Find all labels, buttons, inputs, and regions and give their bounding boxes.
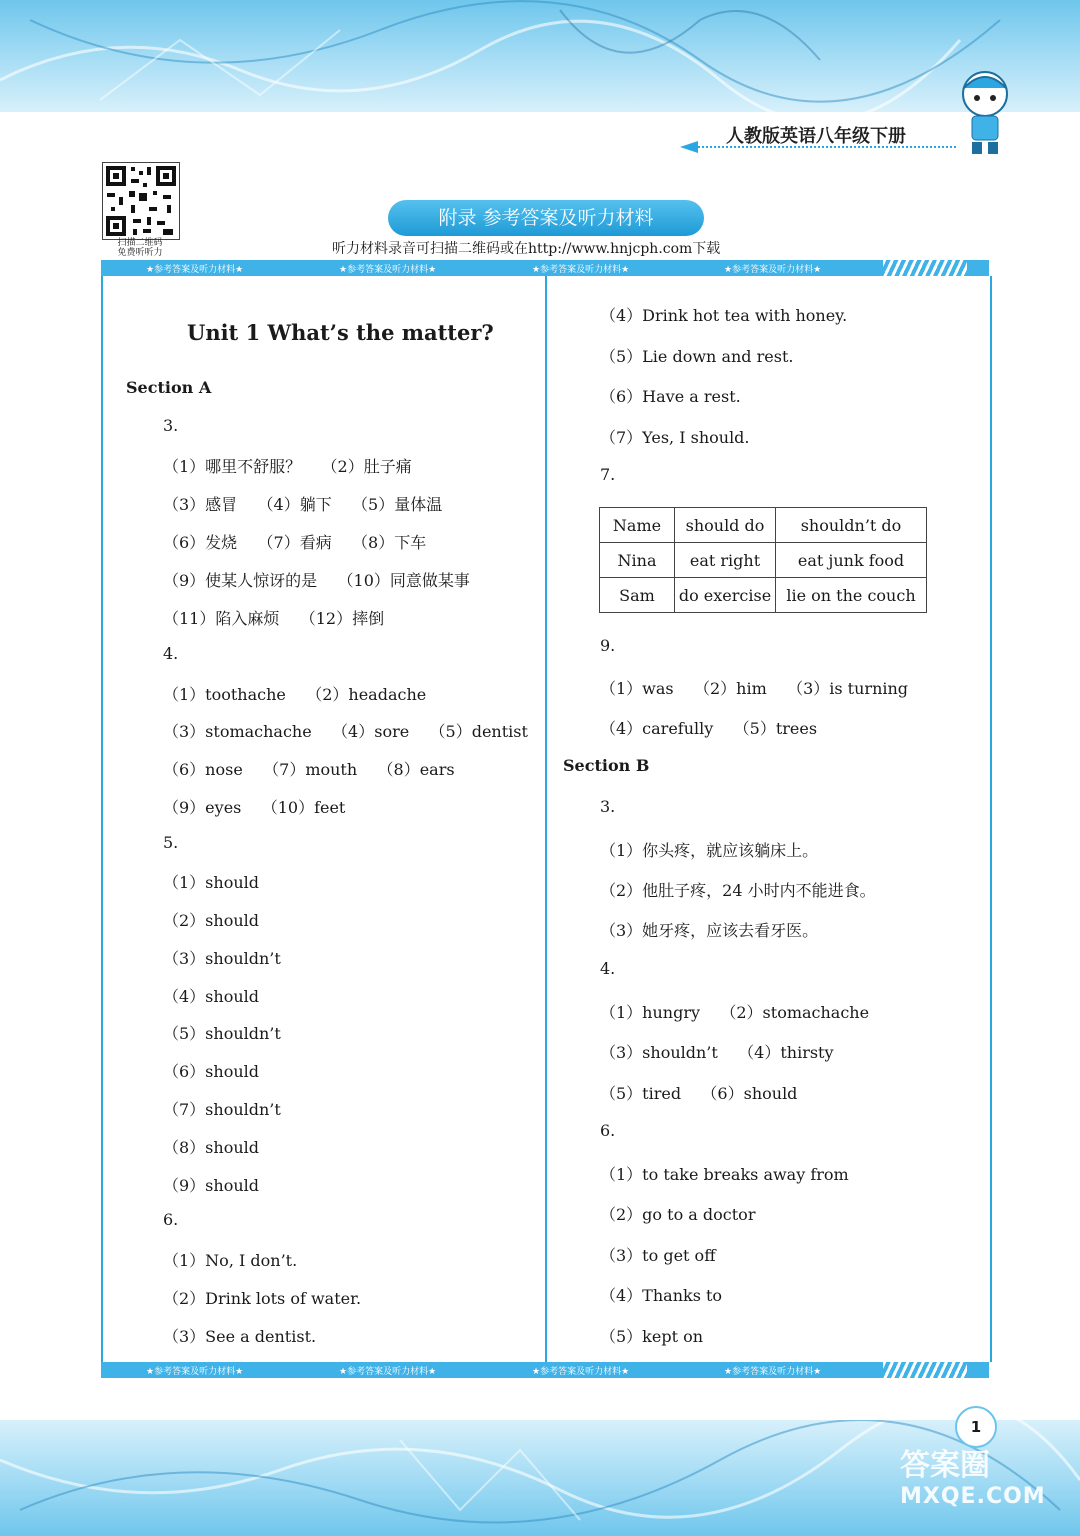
answer-line: 7. — [600, 465, 616, 484]
answer-line: （3）她牙疼，应该去看牙医。 — [600, 921, 819, 940]
table-cell: lie on the couch — [776, 578, 927, 613]
strip-label: ★参考答案及听力材料★ — [339, 1367, 437, 1377]
table-cell: Sam — [600, 578, 675, 613]
answer-line: 6. — [163, 1210, 179, 1229]
banner-scribble-art — [0, 0, 1080, 112]
table-header-cell: Name — [600, 508, 675, 543]
answer-line: （3）shouldn’t （4）thirsty — [600, 1043, 834, 1062]
answer-line: （6）nose （7）mouth （8）ears — [163, 760, 455, 779]
answer-line: （9）should — [163, 1176, 259, 1195]
answer-line: （11）陷入麻烦 （12）摔倒 — [163, 609, 385, 628]
strip-label: ★参考答案及听力材料★ — [339, 265, 437, 275]
answer-line: （5）tired （6）should — [600, 1084, 798, 1103]
site-watermark: 答案圈 MXQE.COM — [900, 1448, 1046, 1509]
top-strip — [101, 260, 989, 276]
title-dotted-rule — [686, 146, 956, 148]
answer-line: （3）shouldn’t — [163, 949, 281, 968]
strip-hatch — [883, 260, 967, 276]
unit-title: Unit 1 What’s the matter? — [187, 320, 494, 345]
table-cell: eat right — [675, 543, 776, 578]
section-b-heading: Section B — [563, 756, 650, 775]
top-banner — [0, 0, 1080, 112]
answer-table — [599, 507, 927, 613]
answer-line: （9）eyes （10）feet — [163, 798, 346, 817]
answer-line: （8）should — [163, 1138, 259, 1157]
table-row — [600, 578, 927, 613]
bottom-strip — [101, 1362, 989, 1378]
qr-code-icon[interactable] — [102, 162, 180, 240]
answer-line: 9. — [600, 636, 616, 655]
answer-line: （4）should — [163, 987, 259, 1006]
answer-line: （1）was （2）him （3）is turning — [600, 679, 909, 698]
answer-line: （1）should — [163, 873, 259, 892]
strip-label: ★参考答案及听力材料★ — [532, 265, 630, 275]
answer-line: （1）你头疼，就应该躺床上。 — [600, 841, 819, 860]
answer-line: 6. — [600, 1121, 616, 1140]
answer-line: （9）使某人惊讶的是 （10）同意做某事 — [163, 571, 470, 590]
book-title: 人教版英语八年级下册 — [726, 126, 906, 147]
answer-line: （2）他肚子疼，24 小时内不能进食。 — [600, 881, 876, 900]
answer-line: （5）Lie down and rest. — [600, 347, 794, 366]
answer-line: （5）kept on — [600, 1327, 704, 1346]
answer-line: （3）See a dentist. — [163, 1327, 317, 1346]
column-divider — [545, 276, 547, 1362]
qr-caption: 扫描二维码 免费听听力 — [117, 238, 163, 258]
answer-line: （4）carefully （5）trees — [600, 719, 818, 738]
answer-line: （2）should — [163, 911, 259, 930]
strip-label: ★参考答案及听力材料★ — [724, 1367, 822, 1377]
answer-line: （5）shouldn’t — [163, 1024, 281, 1043]
answer-line: （4）Thanks to — [600, 1286, 723, 1305]
answer-line: 4. — [600, 959, 616, 978]
table-header-cell: should do — [675, 508, 776, 543]
answer-line: （6）should — [163, 1062, 259, 1081]
answer-line: （1）No, I don’t. — [163, 1251, 298, 1270]
mascot-icon — [950, 66, 1020, 156]
answer-line: （6）Have a rest. — [600, 387, 741, 406]
answer-line: （1）hungry （2）stomachache — [600, 1003, 870, 1022]
table-header-row — [600, 508, 927, 543]
table-header-cell: shouldn’t do — [776, 508, 927, 543]
answer-line: （7）shouldn’t — [163, 1100, 281, 1119]
answer-line: 3. — [600, 797, 616, 816]
strip-hatch — [883, 1362, 967, 1378]
strip-label: ★参考答案及听力材料★ — [146, 265, 244, 275]
download-note: 听力材料录音可扫描二维码或在http://www.hnjcph.com下载 — [332, 241, 721, 257]
strip-label: ★参考答案及听力材料★ — [724, 265, 822, 275]
answer-line: （7）Yes, I should. — [600, 428, 750, 447]
answer-line: （1）to take breaks away from — [600, 1165, 849, 1184]
strip-label: ★参考答案及听力材料★ — [146, 1367, 244, 1377]
answer-line: （4）Drink hot tea with honey. — [600, 306, 848, 325]
page-number: 1 — [955, 1406, 997, 1448]
answer-line: （6）发烧 （7）看病 （8）下车 — [163, 533, 427, 552]
table-cell: do exercise — [675, 578, 776, 613]
section-a-heading: Section A — [126, 378, 212, 397]
answer-line: （1）哪里不舒服？ （2）肚子痛 — [163, 457, 412, 476]
table-cell: eat junk food — [776, 543, 927, 578]
answer-line: （3）to get off — [600, 1246, 716, 1265]
strip-label: ★参考答案及听力材料★ — [532, 1367, 630, 1377]
answer-line: （3）感冒 （4）躺下 （5）量体温 — [163, 495, 443, 514]
table-row — [600, 543, 927, 578]
answer-line: 5. — [163, 833, 179, 852]
answer-line: （3）stomachache （4）sore （5）dentist — [163, 722, 528, 741]
answer-line: （1）toothache （2）headache — [163, 685, 427, 704]
table-cell: Nina — [600, 543, 675, 578]
answer-line: （2）Drink lots of water. — [163, 1289, 362, 1308]
answer-line: （2）go to a doctor — [600, 1205, 756, 1224]
answer-line: 4. — [163, 644, 179, 663]
appendix-title: 附录 参考答案及听力材料 — [388, 200, 704, 236]
answer-line: 3. — [163, 416, 179, 435]
